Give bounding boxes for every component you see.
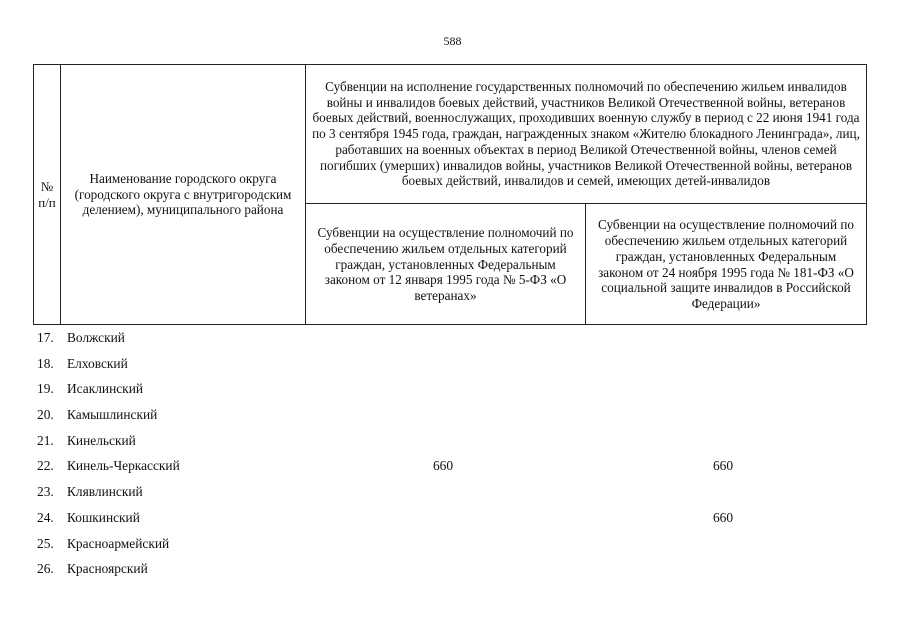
row-name: Елховский (67, 355, 128, 371)
header-main-subvention: Субвенции на исполнение государственных полномочий по обеспечению жильем инвалидов войны и инвалидов боевых действий, участников Великой Отечественной войны, ветеранов боевых действий, военнослужащих, проходивших военную службу в период с 22 июня 1941 года по 3 сентября 1945 года, граждан, награжденных знаком «Жителю блокадного Ленинграда», лиц, работавших на военных объектах в период Великой Отечественной войны, членов семей погибших (умерших) инвалидов войны, участников Великой Отечественной войны, ветеранов боевых действий, инвалидов и семей, имеющих детей-инвалидов (306, 65, 866, 204)
header-num-column: № п/п (34, 65, 61, 324)
row-number: 21. (37, 432, 54, 448)
header-name-column: Наименование городского округа (городского округа с внутригородским делением), муниципального района (61, 65, 306, 324)
row-number: 26. (37, 561, 54, 577)
table-header (33, 64, 867, 325)
row-number: 17. (37, 330, 54, 345)
row-number: 25. (37, 535, 54, 551)
table-row (0, 428, 905, 454)
row-number: 20. (37, 407, 54, 423)
table-row (0, 376, 905, 402)
header-subvention-disabled: Субвенции на осуществление полномочий по обеспечению жильем отдельных категорий граждан, установленных Федеральным законом от 24 ноября 1995 года № 181-ФЗ «О социальной защите инвалидов в Российской Федерации» (598, 217, 854, 312)
table-row (0, 351, 905, 377)
row-name: Кинель-Черкасский (67, 458, 180, 474)
table-body (0, 325, 905, 582)
table-row (0, 556, 905, 582)
row-name: Кошкинский (67, 509, 140, 525)
row-number: 22. (37, 458, 54, 474)
row-number: 23. (37, 484, 54, 500)
row-name: Клявлинский (67, 484, 143, 500)
row-name: Волжский (67, 330, 125, 345)
row-name: Красноармейский (67, 535, 170, 551)
row-name: Кинельский (67, 432, 136, 448)
table-row (0, 402, 905, 428)
row-value-disabled: 660 (712, 509, 734, 525)
header-subvention-veterans: Субвенции на осуществление полномочий по обеспечению жильем отдельных категорий граждан, установленных Федеральным законом от 12 января 1995 года № 5-ФЗ «О ветеранах» (306, 204, 586, 325)
row-name: Исаклинский (67, 381, 144, 397)
row-number: 19. (37, 381, 54, 397)
row-number: 24. (37, 509, 54, 525)
table-row (0, 479, 905, 505)
table-row (0, 505, 905, 531)
table-row (0, 453, 905, 479)
page-number: 588 (443, 34, 462, 48)
row-value-disabled: 660 (712, 458, 734, 474)
table-row (0, 531, 905, 557)
row-name: Камышлинский (67, 407, 158, 423)
table-row (0, 325, 905, 351)
row-name: Красноярский (67, 561, 148, 577)
row-value-veterans: 660 (432, 458, 454, 474)
row-number: 18. (37, 355, 54, 371)
